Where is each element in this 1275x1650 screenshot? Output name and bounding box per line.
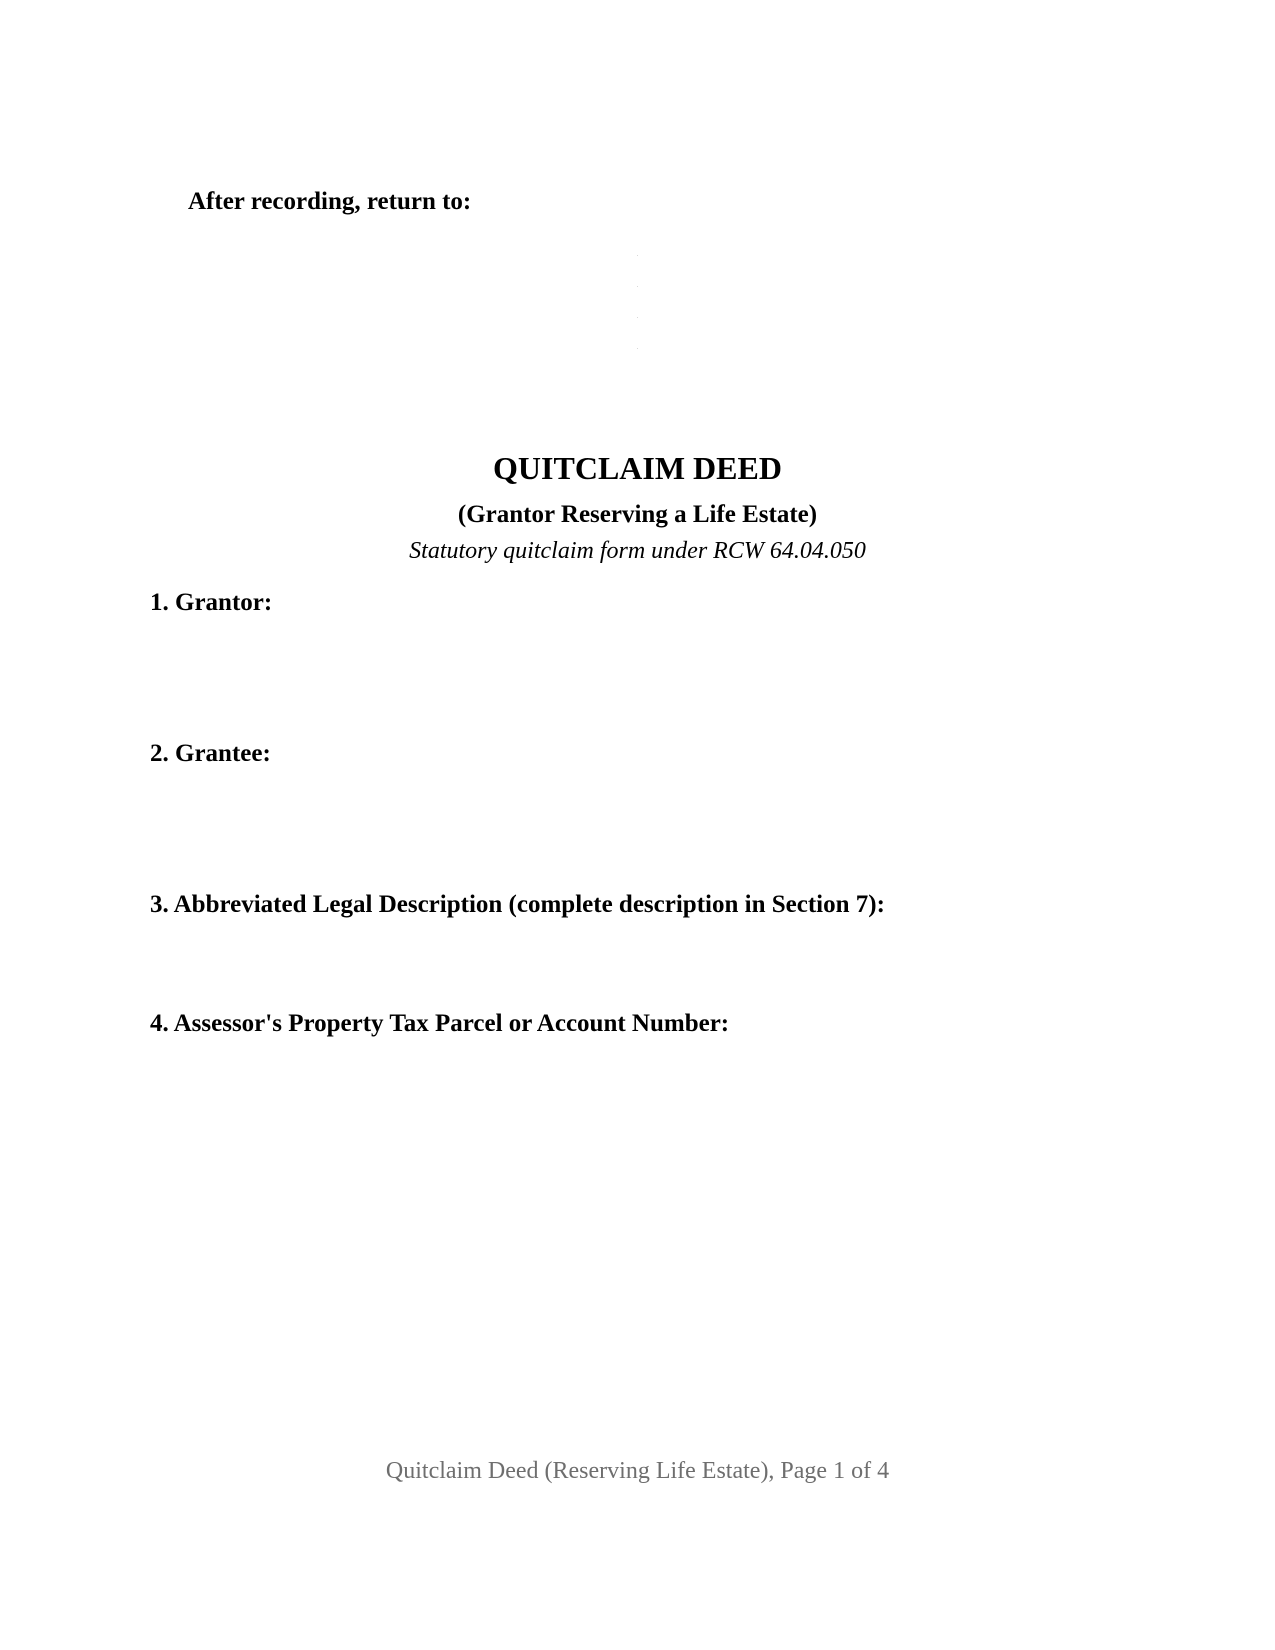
address-placeholder-dot: [637, 317, 638, 318]
address-placeholder-dot: [637, 255, 638, 256]
address-placeholder-dot: [637, 286, 638, 287]
document-title: QUITCLAIM DEED: [493, 450, 782, 486]
return-to-label: After recording, return to:: [188, 188, 472, 215]
document-subtitle: (Grantor Reserving a Life Estate): [457, 501, 818, 528]
address-placeholder-dot: [637, 348, 638, 349]
section-parcel-number-heading: 4. Assessor's Property Tax Parcel or Account Number:: [150, 1010, 730, 1037]
page-footer: Quitclaim Deed (Reserving Life Estate), Page 1 of 4: [385, 1458, 890, 1484]
statute-note: Statutory quitclaim form under RCW 64.04.050: [409, 538, 866, 564]
section-grantor-heading: 1. Grantor:: [150, 589, 273, 616]
section-legal-description-heading: 3. Abbreviated Legal Description (complete description in Section 7):: [150, 891, 885, 918]
section-grantee-heading: 2. Grantee:: [150, 740, 271, 767]
